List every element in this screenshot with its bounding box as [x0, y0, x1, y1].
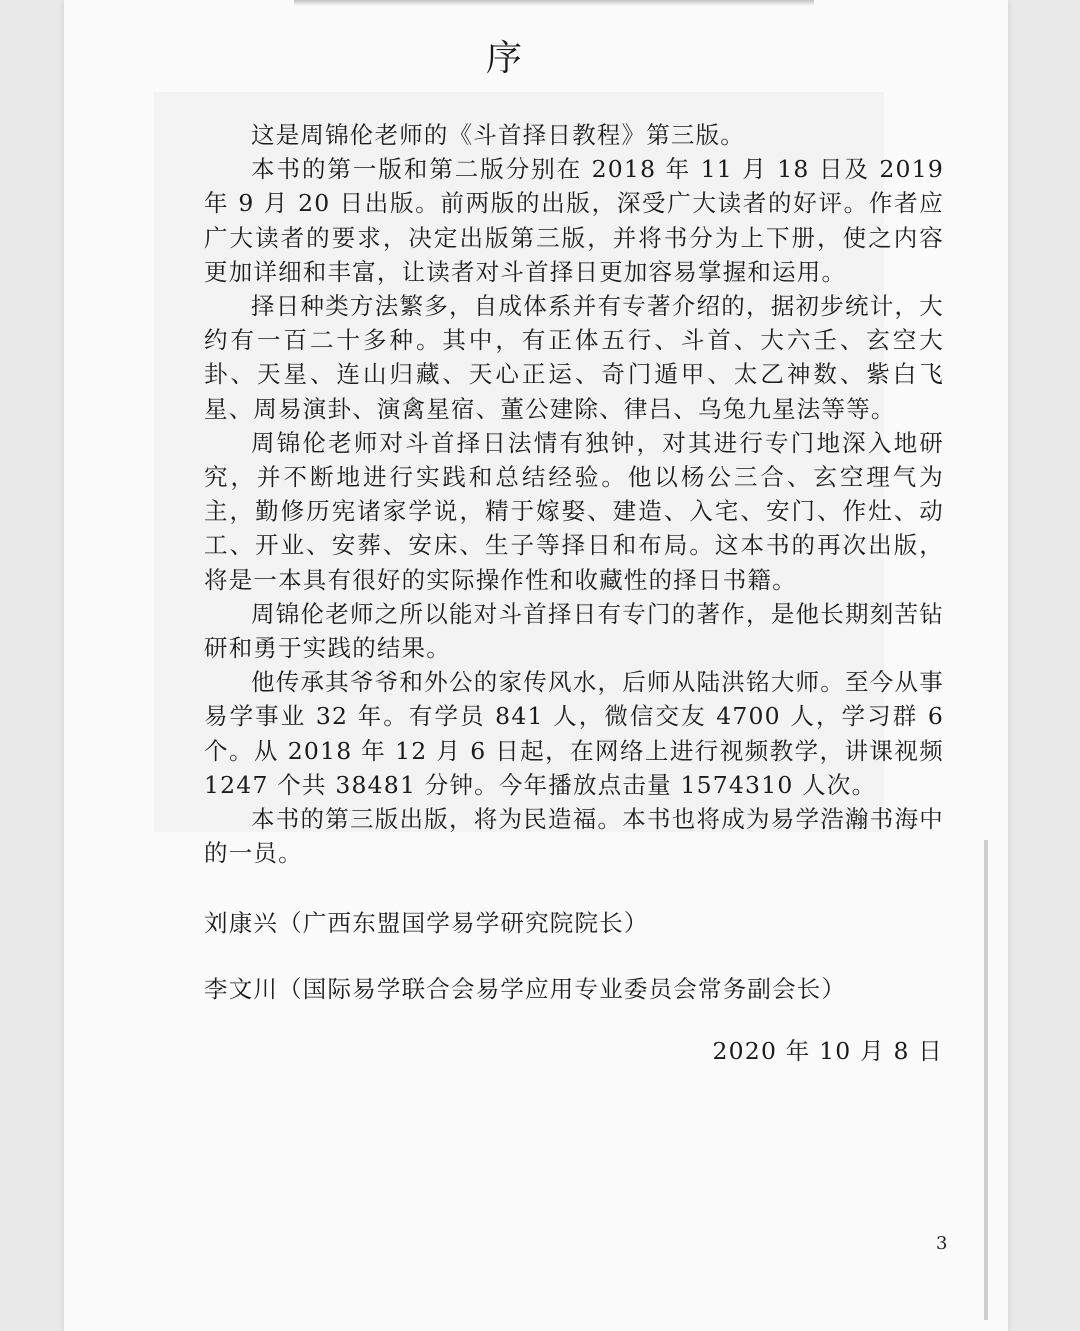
signature-date: 2020 年 10 月 8 日 [712, 1037, 943, 1065]
paragraph: 周锦伦老师对斗首择日法情有独钟，对其进行专门地深入地研究，并不断地进行实践和总结经验。他以杨公三合、玄空理气为主，勤修历宪诸家学说，精于嫁娶、建造、入宅、安门、作灶、动工、开业、安葬、安床、生子等择日和布局。这本书的再次出版，将是一本具有很好的实际操作性和收藏性的择日书籍。 [204, 428, 944, 594]
signer-1: 刘康兴（广西东盟国学易学研究院院长） [204, 909, 649, 937]
paragraph: 本书的第三版出版，将为民造福。本书也将成为易学浩瀚书海中的一员。 [204, 805, 944, 868]
paragraph: 这是周锦伦老师的《斗首择日教程》第三版。 [251, 121, 745, 149]
page-title: 序 [485, 38, 522, 79]
preface-body [204, 118, 944, 870]
signer-2: 李文川（国际易学联合会易学应用专业委员会常务副会长） [204, 975, 847, 1003]
scan-bleed-artifact [294, 0, 814, 6]
page-number: 3 [936, 1233, 948, 1254]
paragraph: 他传承其爷爷和外公的家传风水，后师从陆洪铭大师。至今从事易学事业 32 年。有学员 841 人，微信交友 4700 人，学习群 6 个。从 2018 年 12 月 6 日起，在网络上进行视频教学，讲课视频 1247 个共 38481 分钟。今年播放点击量 1574310 人次。 [204, 668, 944, 799]
document-page [64, 0, 1008, 1331]
page-edge-shadow [984, 840, 988, 1320]
paragraph: 周锦伦老师之所以能对斗首择日有专门的著作，是他长期刻苦钻研和勇于实践的结果。 [204, 599, 944, 663]
paragraph: 本书的第一版和第二版分别在 2018 年 11 月 18 日及 2019 年 9 月 20 日出版。前两版的出版，深受广大读者的好评。作者应广大读者的要求，决定出版第三版，并将书分为上下册，使之内容更加详细和丰富，让读者对斗首择日更加容易掌握和运用。 [204, 155, 944, 286]
paragraph: 择日种类方法繁多，自成体系并有专著介绍的，据初步统计，大约有一百二十多种。其中，有正体五行、斗首、大六壬、玄空大卦、天星、连山归藏、天心正运、奇门遁甲、太乙神数、紫白飞星、周易演卦、演禽星宿、董公建除、律吕、乌兔九星法等等。 [204, 292, 944, 423]
